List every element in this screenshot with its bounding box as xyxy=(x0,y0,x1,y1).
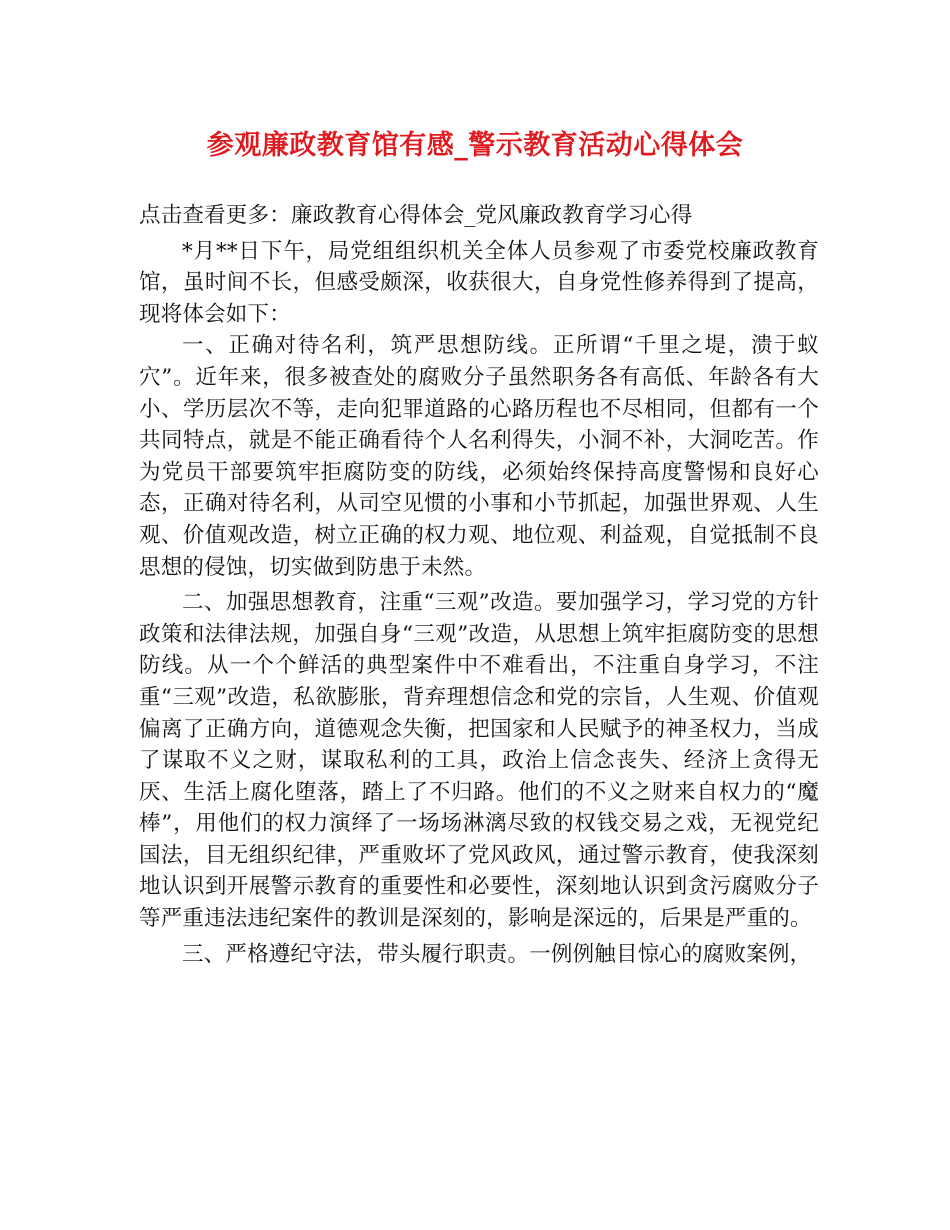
more-link-line[interactable]: 点击查看更多：廉政教育心得体会_党风廉政教育学习心得 xyxy=(139,203,693,228)
paragraph-section-3: 三、严格遵纪守法，带头履行职责。一例例触目惊心的腐败案例， xyxy=(182,941,812,967)
paragraph-section-1: 一、正确对待名利，筑严思想防线。正所谓“千里之堤，溃于蚁穴”。近年来，很多被查处的腐败分子虽然职务各有高低、年龄各有大小、学历层次不等，走向犯罪道路的心路历程也不尽相同，但都有一个共同特点，就是不能正确看待个人名利得失，小洞不补，大洞吃苦。作为党员干部要筑牢拒腐防变的防线，必须始终保持高度警惕和良好心态，正确对待名利，从司空见惯的小事和小节抓起，加强世界观、人生观、价值观改造，树立正确的权力观、地位观、利益观，自觉抵制不良思想的侵蚀，切实做到防患于未然。 xyxy=(139,333,819,580)
document-body xyxy=(139,200,819,970)
paragraph-intro: *月**日下午，局党组组织机关全体人员参观了市委党校廉政教育馆，虽时间不长，但感受颇深，收获很大，自身党性修养得到了提高，现将体会如下： xyxy=(139,238,819,327)
document-title: 参观廉政教育馆有感_警示教育活动心得体会 xyxy=(206,130,744,161)
paragraph-section-2: 二、加强思想教育，注重“三观”改造。要加强学习，学习党的方针政策和法律法规，加强自身“三观”改造，从思想上筑牢拒腐防变的思想防线。从一个个鲜活的典型案件中不难看出，不注重自身学习，不注重“三观”改造，私欲膨胀，背弃理想信念和党的宗旨，人生观、价值观偏离了正确方向，道德观念失衡，把国家和人民赋予的神圣权力，当成了谋取不义之财，谋取私利的工具，政治上信念丧失、经济上贪得无厌、生活上腐化堕落，踏上了不归路。他们的不义之财来自权力的“魔棒”，用他们的权力演绎了一场场淋漓尽致的权钱交易之戏，无视党纪国法，目无组织纪律，严重败坏了党风政风，通过警示教育，使我深刻地认识到开展警示教育的重要性和必要性，深刻地认识到贪污腐败分子等严重违法违纪案件的教训是深刻的，影响是深远的，后果是严重的。 xyxy=(139,590,819,932)
